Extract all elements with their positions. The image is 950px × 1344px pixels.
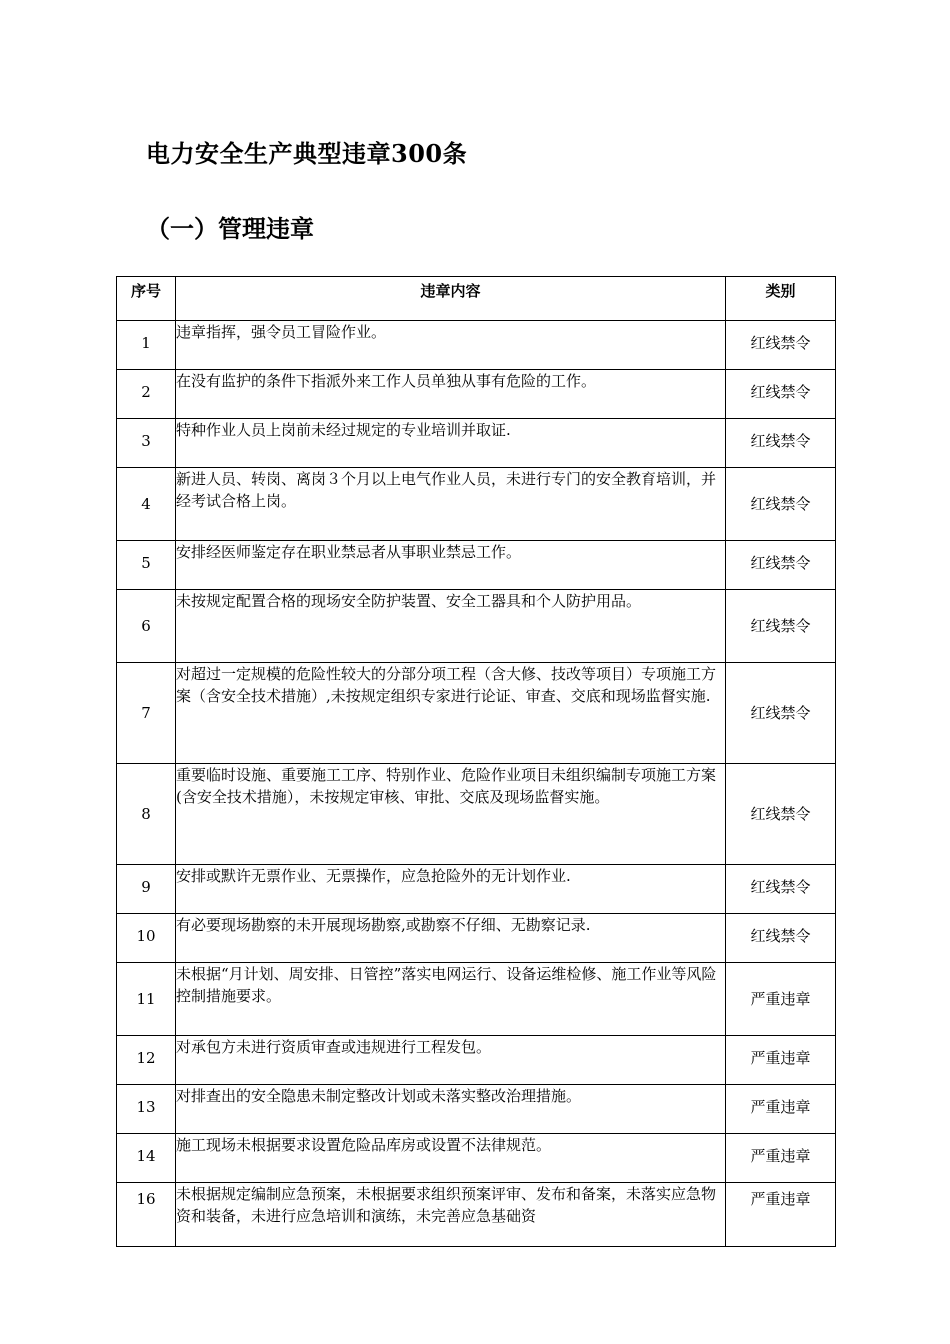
row-content: 安排或默许无票作业、无票操作，应急抢险外的无计划作业.	[176, 865, 726, 914]
header-content: 违章内容	[176, 277, 726, 321]
row-content: 未按规定配置合格的现场安全防护装置、安全工器具和个人防护用品。	[176, 590, 726, 663]
row-no: 9	[117, 865, 176, 914]
row-category: 红线禁令	[726, 764, 836, 865]
row-no: 1	[117, 321, 176, 370]
row-content: 未根据规定编制应急预案，未根据要求组织预案评审、发布和备案，未落实应急物资和装备，未进行应急培训和演练，未完善应急基础资	[176, 1183, 726, 1247]
row-content: 违章指挥，强令员工冒险作业。	[176, 321, 726, 370]
row-content: 重要临时设施、重要施工工序、特别作业、危险作业项目未组织编制专项施工方案(含安全技术措施），未按规定审核、审批、交底及现场监督实施。	[176, 764, 726, 865]
table-row	[117, 663, 836, 764]
row-category: 严重违章	[726, 963, 836, 1036]
row-no: 14	[117, 1134, 176, 1183]
row-content: 特种作业人员上岗前未经过规定的专业培训并取证.	[176, 419, 726, 468]
row-content: 在没有监护的条件下指派外来工作人员单独从事有危险的工作。	[176, 370, 726, 419]
table-row	[117, 419, 836, 468]
table-row	[117, 468, 836, 541]
table-row	[117, 590, 836, 663]
row-no: 10	[117, 914, 176, 963]
row-category: 红线禁令	[726, 541, 836, 590]
row-category: 红线禁令	[726, 663, 836, 764]
row-content: 对超过一定规模的危险性较大的分部分项工程（含大修、技改等项目）专项施工方案（含安全技术措施）,未按规定组织专家进行论证、审查、交底和现场监督实施.	[176, 663, 726, 764]
table-header-row	[117, 277, 836, 321]
row-category: 严重违章	[726, 1134, 836, 1183]
row-category: 严重违章	[726, 1085, 836, 1134]
row-category: 红线禁令	[726, 468, 836, 541]
document-title: 电力安全生产典型违章300条	[146, 139, 468, 168]
table-row	[117, 914, 836, 963]
row-content: 未根据“月计划、周安排、日管控”落实电网运行、设备运维检修、施工作业等风险控制措施要求。	[176, 963, 726, 1036]
row-category: 红线禁令	[726, 419, 836, 468]
row-content: 有必要现场勘察的未开展现场勘察,或勘察不仔细、无勘察记录.	[176, 914, 726, 963]
row-no: 7	[117, 663, 176, 764]
row-category: 严重违章	[726, 1036, 836, 1085]
table-row	[117, 1036, 836, 1085]
row-category: 严重违章	[726, 1183, 836, 1247]
row-no: 8	[117, 764, 176, 865]
row-category: 红线禁令	[726, 321, 836, 370]
row-category: 红线禁令	[726, 914, 836, 963]
section-title: （一）管理违章	[146, 214, 314, 243]
header-category: 类别	[726, 277, 836, 321]
table-row	[117, 370, 836, 419]
table-row	[117, 541, 836, 590]
row-content: 安排经医师鉴定存在职业禁忌者从事职业禁忌工作。	[176, 541, 726, 590]
row-category: 红线禁令	[726, 865, 836, 914]
row-no: 2	[117, 370, 176, 419]
row-no: 11	[117, 963, 176, 1036]
row-content: 施工现场未根据要求设置危险品库房或设置不法律规范。	[176, 1134, 726, 1183]
violations-table	[116, 276, 836, 1247]
row-no: 5	[117, 541, 176, 590]
row-no: 4	[117, 468, 176, 541]
table-row	[117, 1134, 836, 1183]
table-row	[117, 321, 836, 370]
table-row	[117, 865, 836, 914]
row-no: 13	[117, 1085, 176, 1134]
table-row	[117, 1183, 836, 1247]
row-no: 3	[117, 419, 176, 468]
row-category: 红线禁令	[726, 590, 836, 663]
row-content: 对排查出的安全隐患未制定整改计划或未落实整改治理措施。	[176, 1085, 726, 1134]
row-no: 6	[117, 590, 176, 663]
row-content: 新进人员、转岗、离岗３个月以上电气作业人员，未进行专门的安全教育培训，并经考试合格上岗。	[176, 468, 726, 541]
header-no: 序号	[117, 277, 176, 321]
table-row	[117, 764, 836, 865]
row-category: 红线禁令	[726, 370, 836, 419]
table-row	[117, 963, 836, 1036]
row-no: 12	[117, 1036, 176, 1085]
row-no: 16	[117, 1183, 176, 1247]
table-row	[117, 1085, 836, 1134]
row-content: 对承包方未进行资质审查或违规进行工程发包。	[176, 1036, 726, 1085]
